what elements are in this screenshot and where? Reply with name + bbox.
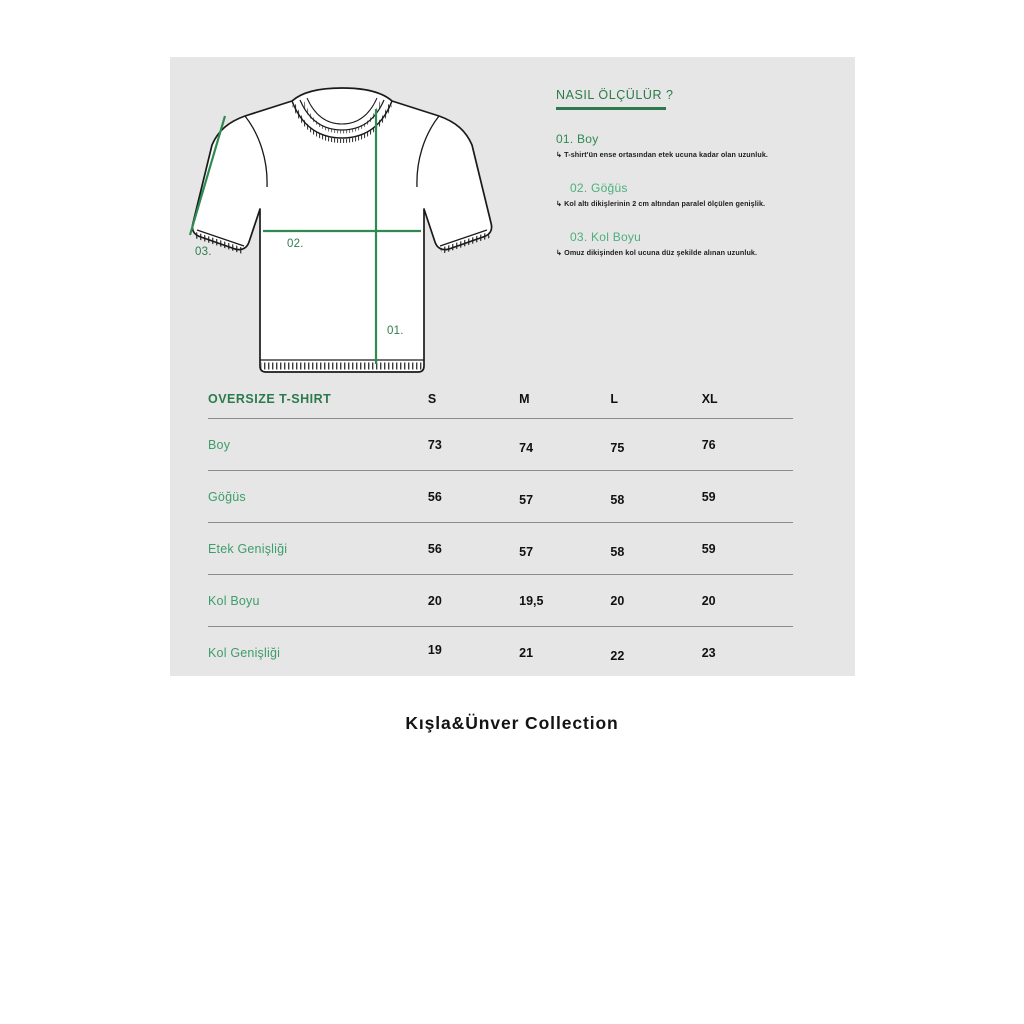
table-header-size-xl: XL bbox=[702, 380, 793, 419]
table-row bbox=[208, 575, 793, 627]
row-gogus-value-m: 57 bbox=[519, 474, 610, 526]
measure-block-boy bbox=[556, 132, 846, 159]
table-header-size-m: M bbox=[519, 380, 610, 419]
row-boy-value-xl: 76 bbox=[702, 419, 793, 471]
measure-desc-gogus-text: Kol altı dikişlerinin 2 cm altından paralel ölçülen genişlik. bbox=[564, 198, 766, 208]
table-header-size-s: S bbox=[428, 380, 519, 419]
how-to-measure-section bbox=[556, 88, 846, 274]
measure-desc-kol-boyu bbox=[556, 248, 846, 257]
row-kol-genisligi-value-l: 22 bbox=[610, 648, 625, 663]
how-to-measure-title: NASIL ÖLÇÜLÜR ? bbox=[556, 88, 674, 102]
measure-desc-gogus bbox=[556, 199, 846, 208]
measure-block-kol-boyu bbox=[556, 230, 846, 257]
measure-tag-03: 03. bbox=[195, 246, 212, 258]
size-chart-panel bbox=[170, 57, 855, 676]
measure-label-kol-boyu: 03. Kol Boyu bbox=[570, 230, 642, 245]
row-boy-value-l: 75 bbox=[610, 422, 701, 474]
table-header-name: OVERSIZE T-SHIRT bbox=[208, 380, 428, 419]
row-etek-value-s: 56 bbox=[428, 523, 519, 575]
table-row bbox=[208, 419, 793, 471]
row-kol-boyu-value-xl: 20 bbox=[702, 575, 793, 627]
table-header-row bbox=[208, 380, 793, 419]
title-underline bbox=[556, 107, 666, 110]
row-kol-boyu-value-l: 20 bbox=[610, 575, 701, 627]
row-label-kol-boyu: Kol Boyu bbox=[208, 575, 428, 627]
row-label-etek-genisligi: Etek Genişliği bbox=[208, 523, 428, 575]
row-gogus-value-l: 58 bbox=[610, 474, 701, 526]
row-kol-genisligi-value-m: 21 bbox=[519, 645, 534, 660]
table-header-size-l: L bbox=[610, 380, 701, 419]
row-kol-boyu-value-s: 20 bbox=[428, 575, 519, 627]
measure-desc-boy bbox=[556, 150, 846, 159]
row-kol-boyu-value-m: 19,5 bbox=[519, 575, 610, 627]
measure-desc-boy-text: T-shirt'ün ense ortasından etek ucuna kadar olan uzunluk. bbox=[564, 149, 769, 159]
measure-tag-01: 01. bbox=[387, 325, 404, 337]
row-kol-genisligi-value-s: 19 bbox=[427, 642, 442, 657]
arrow-icon: ↳ bbox=[556, 149, 563, 159]
measure-block-gogus bbox=[556, 181, 846, 208]
arrow-icon: ↳ bbox=[556, 248, 563, 258]
measure-label-boy: 01. Boy bbox=[556, 131, 599, 146]
measure-tag-02: 02. bbox=[287, 238, 304, 250]
row-gogus-value-xl: 59 bbox=[702, 471, 793, 523]
table-row bbox=[208, 471, 793, 523]
measure-label-gogus: 02. Göğüs bbox=[570, 180, 628, 195]
row-label-gogus: Göğüs bbox=[208, 471, 428, 523]
row-label-boy: Boy bbox=[208, 419, 428, 471]
row-boy-value-s: 73 bbox=[428, 419, 519, 471]
tshirt-illustration bbox=[184, 83, 514, 393]
row-etek-value-m: 57 bbox=[519, 526, 610, 578]
row-kol-genisligi-value-xl: 23 bbox=[701, 645, 716, 660]
arrow-icon: ↳ bbox=[556, 198, 563, 208]
row-boy-value-m: 74 bbox=[519, 422, 610, 474]
table-row bbox=[208, 627, 793, 679]
row-etek-value-xl: 59 bbox=[702, 523, 793, 575]
table-row bbox=[208, 523, 793, 575]
size-table bbox=[208, 380, 793, 678]
row-label-kol-genisligi: Kol Genişliği bbox=[208, 645, 281, 660]
row-gogus-value-s: 56 bbox=[428, 471, 519, 523]
measure-desc-kol-boyu-text: Omuz dikişinden kol ucuna düz şekilde alınan uzunluk. bbox=[564, 248, 758, 258]
row-etek-value-l: 58 bbox=[610, 526, 701, 578]
collection-caption: Kışla&Ünver Collection bbox=[405, 713, 619, 733]
